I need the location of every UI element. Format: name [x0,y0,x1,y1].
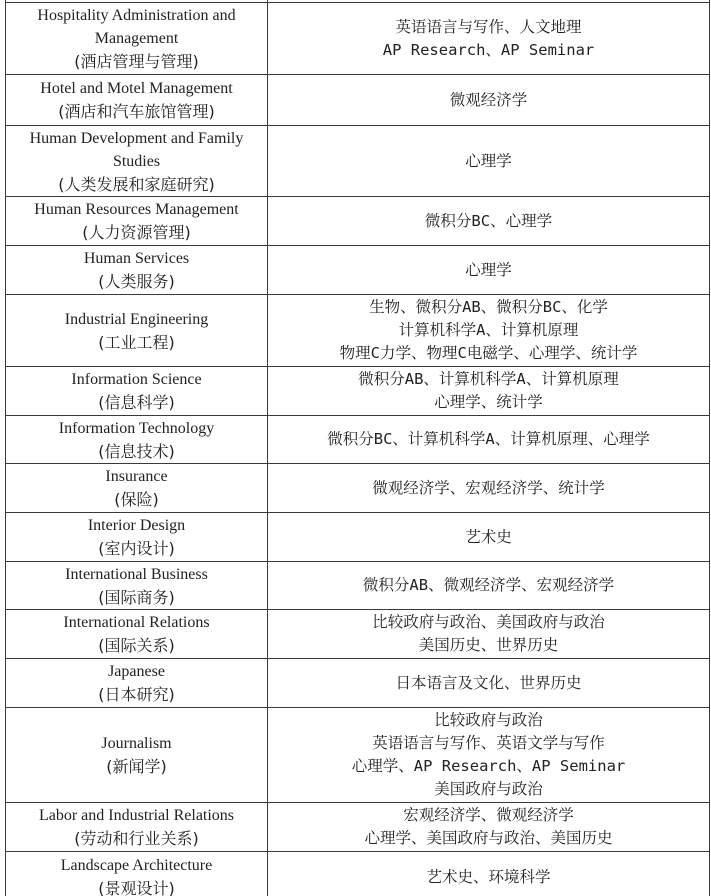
major-name-cell [6,295,268,367]
table-row [6,610,710,659]
major-name-chinese: (工业工程) [98,332,175,352]
table-row [6,852,710,896]
course-line: 心理学 [465,260,512,279]
major-name-chinese: (室内设计) [98,539,175,558]
recommended-courses-cell [268,610,710,659]
course-line: 日本语言及文化、世界历史 [395,673,582,692]
major-name-chinese: (酒店和汽车旅馆管理) [58,102,215,121]
table-row [6,562,710,610]
major-name-english: Landscape Architecture [60,857,213,874]
major-name-english: Human Development and Family Studies [29,129,244,170]
major-name-cell [6,126,268,197]
table-row [6,367,710,416]
table-row [6,197,710,246]
major-name-cell [6,852,268,896]
course-line: 微积分AB、计算机科学A、计算机原理 [358,370,619,388]
recommended-courses-cell [268,513,710,562]
major-name-english: Labor and Industrial Relations [38,807,235,824]
major-name-cell [6,803,268,852]
major-name-english: Journalism [101,735,172,752]
major-name-chinese: (人类发展和家庭研究) [58,174,215,194]
major-name-cell [6,610,268,659]
majors-course-table [5,0,710,896]
course-line: 心理学、统计学 [434,393,543,411]
course-line: AP Research、AP Seminar [382,40,595,59]
major-name-english: Insurance [105,468,168,485]
recommended-courses-cell [268,708,710,803]
major-name-cell [6,246,268,295]
course-line: 计算机科学A、计算机原理 [398,321,579,339]
major-name-chinese: (劳动和行业关系) [74,829,199,848]
course-line: 艺术史、环境科学 [426,867,551,886]
table-row [6,803,710,852]
major-name-english: Industrial Engineering [64,310,209,328]
recommended-courses-cell [268,3,710,75]
major-name-chinese: (酒店管理与管理) [74,52,199,71]
major-name-cell [6,708,268,803]
major-name-chinese: (信息技术) [98,441,175,461]
recommended-courses-cell [268,75,710,126]
course-line: 微观经济学 [449,90,528,109]
course-line: 心理学、美国政府与政治、美国历史 [364,829,613,847]
major-name-chinese: (国际商务) [98,587,175,607]
major-name-english: Hospitality Administration and Management [37,7,236,47]
course-line: 微积分BC、心理学 [424,211,553,230]
major-name-english: Human Services [83,250,190,267]
major-name-english: Japanese [108,663,165,680]
course-line: 美国历史、世界历史 [418,636,559,654]
major-name-english: Human Resources Management [34,201,239,218]
course-line: 生物、微积分AB、微积分BC、化学 [369,298,608,316]
table-body [6,0,710,896]
course-line: 艺术史 [465,527,512,546]
course-line: 英语语言与写作、英语文学与写作 [372,734,605,752]
major-name-cell [6,562,268,610]
recommended-courses-cell [268,803,710,852]
major-name-english: International Relations [63,614,210,631]
major-name-cell [6,75,268,126]
major-name-cell [6,367,268,416]
recommended-courses-cell [268,197,710,246]
course-line: 物理C力学、物理C电磁学、心理学、统计学 [339,344,638,362]
major-name-chinese: (人类服务) [98,272,175,291]
table-row [6,295,710,367]
recommended-courses-cell [268,562,710,610]
major-name-cell [6,464,268,513]
recommended-courses-cell [268,126,710,197]
major-name-cell [6,197,268,246]
course-line: 比较政府与政治 [434,711,543,729]
major-name-chinese: (人力资源管理) [82,223,191,242]
course-line: 比较政府与政治、美国政府与政治 [372,613,605,631]
course-line: 心理学、AP Research、AP Seminar [351,757,626,775]
major-name-cell [6,416,268,464]
course-line: 微观经济学、宏观经济学、统计学 [372,478,605,497]
major-name-chinese: (景观设计) [98,879,175,896]
table-row [6,464,710,513]
recommended-courses-cell [268,464,710,513]
course-line: 心理学 [465,151,512,170]
table-row [6,513,710,562]
course-line: 宏观经济学、微观经济学 [403,806,574,824]
course-line: 美国政府与政治 [434,780,543,798]
table-row [6,246,710,295]
major-name-english: International Business [65,565,208,583]
table-row [6,708,710,803]
course-line: 英语语言与写作、人文地理 [395,17,582,36]
course-line: 微积分AB、微观经济学、宏观经济学 [362,576,615,594]
recommended-courses-cell [268,659,710,708]
course-line: 微积分BC、计算机科学A、计算机原理、心理学 [327,430,650,448]
recommended-courses-cell [268,367,710,416]
table-row [6,75,710,126]
table-row [6,126,710,197]
table-row [6,3,710,75]
major-name-chinese: (信息科学) [98,393,175,412]
recommended-courses-cell [268,852,710,896]
major-name-cell [6,513,268,562]
major-name-english: Information Science [71,371,202,388]
major-name-chinese: (国际关系) [98,636,175,655]
major-name-english: Information Technology [58,419,215,437]
major-name-chinese: (新闻学) [106,757,167,776]
recommended-courses-cell [268,246,710,295]
major-name-cell [6,3,268,75]
recommended-courses-cell [268,295,710,367]
major-name-chinese: (日本研究) [98,685,175,704]
major-name-english: Hotel and Motel Management [40,80,233,97]
major-name-english: Interior Design [87,517,186,534]
recommended-courses-cell [268,416,710,464]
table-row [6,416,710,464]
major-name-cell [6,659,268,708]
table-row [6,659,710,708]
major-name-chinese: (保险) [114,490,159,509]
